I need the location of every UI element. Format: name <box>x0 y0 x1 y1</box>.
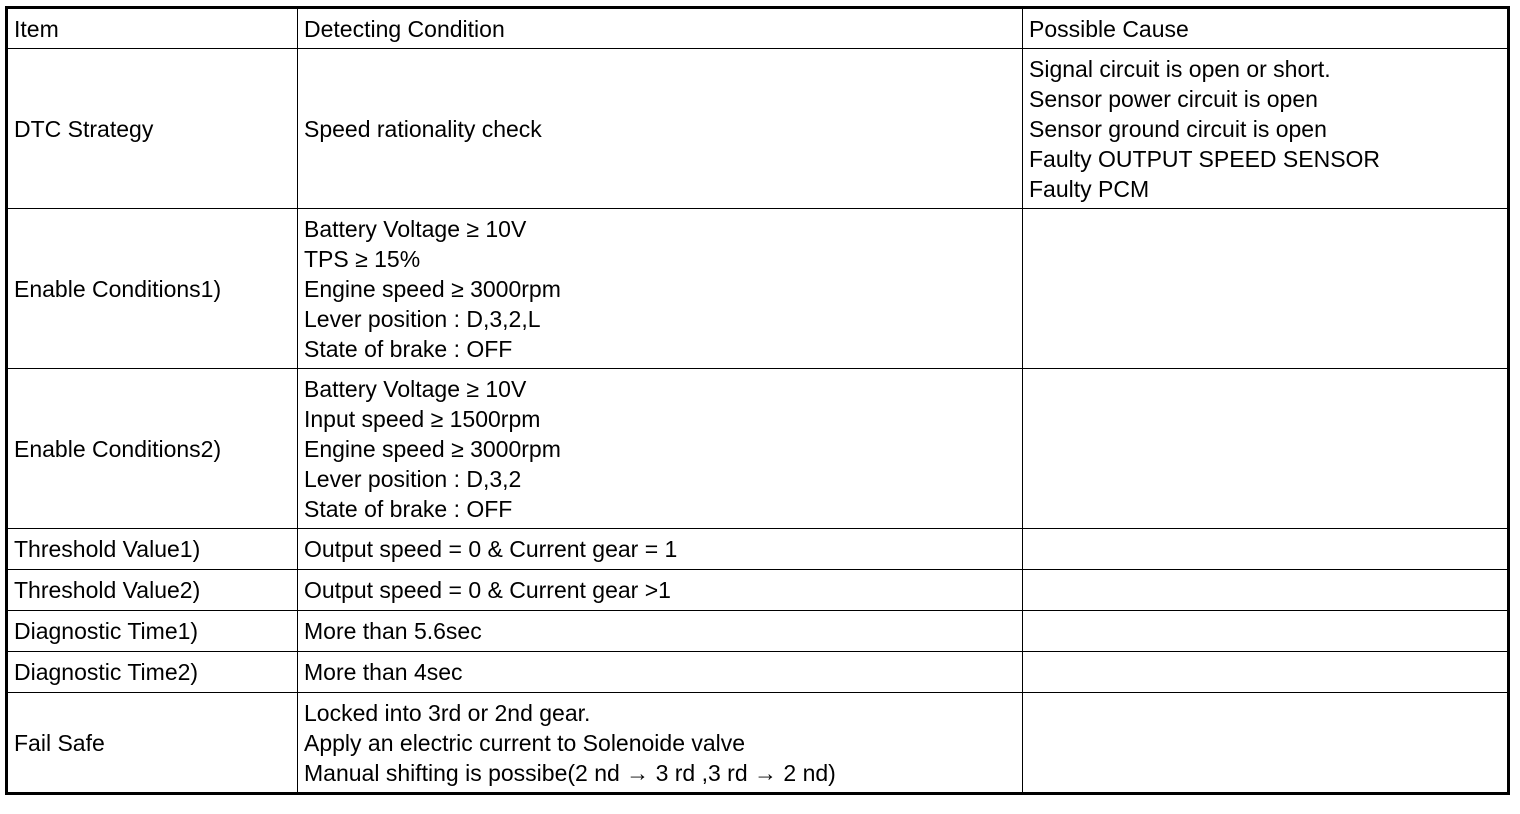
cell-item: Threshold Value1) <box>7 529 298 570</box>
condition-line: Engine speed ≥ 3000rpm <box>304 275 561 302</box>
table-row <box>7 49 1509 209</box>
cell-item: Diagnostic Time1) <box>7 611 298 652</box>
cell-item: Fail Safe <box>7 693 298 794</box>
condition-line: Speed rationality check <box>304 115 542 142</box>
condition-line: Battery Voltage ≥ 10V <box>304 375 527 402</box>
cell-item: DTC Strategy <box>7 49 298 209</box>
condition-line: More than 4sec <box>304 659 463 685</box>
condition-line: Output speed = 0 & Current gear = 1 <box>304 536 678 562</box>
condition-line: Engine speed ≥ 3000rpm <box>304 435 561 462</box>
cell-condition <box>298 49 1023 209</box>
cell-cause <box>1023 570 1509 611</box>
condition-line: TPS ≥ 15% <box>304 245 421 272</box>
header-cause: Possible Cause <box>1023 8 1509 49</box>
cell-condition <box>298 693 1023 794</box>
table-row <box>7 611 1509 652</box>
condition-line: Apply an electric current to Solenoide valve <box>304 729 746 756</box>
condition-line: Lever position : D,3,2,L <box>304 305 541 332</box>
cell-condition <box>298 570 1023 611</box>
cell-condition <box>298 652 1023 693</box>
table-row <box>7 693 1509 794</box>
header-item: Item <box>7 8 298 49</box>
cell-cause <box>1023 693 1509 794</box>
condition-line: Manual shifting is possibe(2 nd → 3 rd ,3 rd → 2 nd) <box>304 759 836 786</box>
table-row <box>7 652 1509 693</box>
condition-line: Battery Voltage ≥ 10V <box>304 215 527 242</box>
table-row <box>7 369 1509 529</box>
condition-line: Lever position : D,3,2 <box>304 465 522 492</box>
condition-line: State of brake : OFF <box>304 495 513 522</box>
cell-item: Enable Conditions2) <box>7 369 298 529</box>
cell-condition <box>298 529 1023 570</box>
dtc-table <box>5 6 1510 795</box>
condition-line: Output speed = 0 & Current gear >1 <box>304 577 671 603</box>
condition-line: Locked into 3rd or 2nd gear. <box>304 699 591 726</box>
cell-cause <box>1023 611 1509 652</box>
cause-line: Signal circuit is open or short. <box>1029 55 1331 82</box>
table-row <box>7 529 1509 570</box>
cell-item: Threshold Value2) <box>7 570 298 611</box>
cell-condition <box>298 611 1023 652</box>
cell-cause <box>1023 652 1509 693</box>
condition-line: Input speed ≥ 1500rpm <box>304 405 541 432</box>
header-row <box>7 8 1509 49</box>
condition-line: More than 5.6sec <box>304 618 482 644</box>
table-row <box>7 570 1509 611</box>
cause-line: Faulty PCM <box>1029 175 1150 202</box>
cell-cause <box>1023 529 1509 570</box>
condition-line: State of brake : OFF <box>304 335 513 362</box>
cell-condition <box>298 209 1023 369</box>
header-condition: Detecting Condition <box>298 8 1023 49</box>
cell-cause <box>1023 49 1509 209</box>
cause-line: Sensor power circuit is open <box>1029 85 1318 112</box>
cell-item: Enable Conditions1) <box>7 209 298 369</box>
cause-line: Sensor ground circuit is open <box>1029 115 1327 142</box>
cell-item: Diagnostic Time2) <box>7 652 298 693</box>
cell-cause <box>1023 369 1509 529</box>
table-row <box>7 209 1509 369</box>
cell-cause <box>1023 209 1509 369</box>
cell-condition <box>298 369 1023 529</box>
cause-line: Faulty OUTPUT SPEED SENSOR <box>1029 145 1381 172</box>
